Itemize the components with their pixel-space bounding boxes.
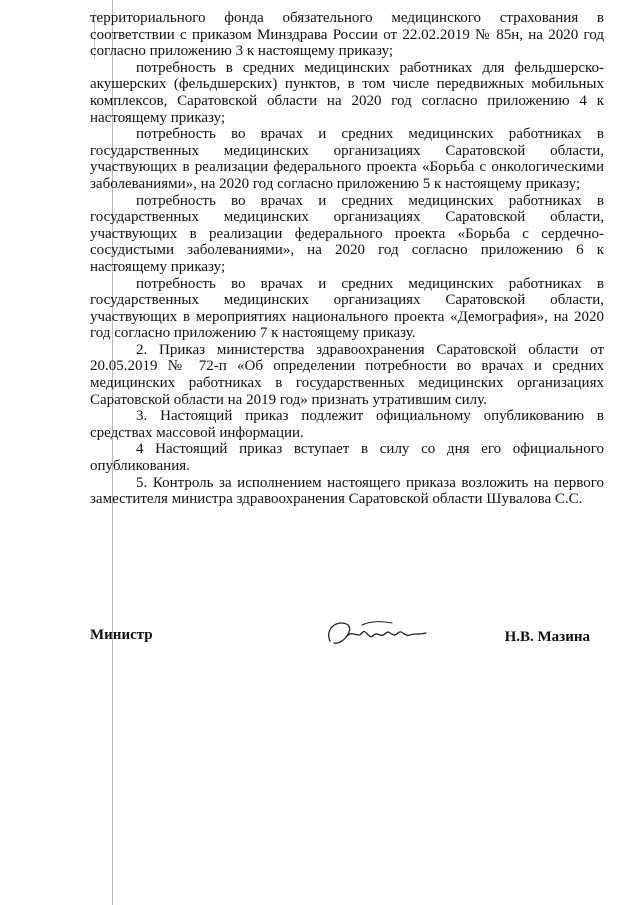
handwritten-signature [322, 615, 432, 655]
paragraph-7: 3. Настоящий приказ подлежит официальному опубликованию в средствах массовой информации. [90, 408, 604, 441]
signature-block [90, 623, 590, 663]
paragraph-5: потребность во врачах и средних медицинских работниках в государственных медицинских организациях Саратовской области, участвующих в мероприятиях национального проекта «Демография», на 2020 год согласно приложению 7 к настоящему приказу. [90, 275, 604, 342]
paragraph-8: 4 Настоящий приказ вступает в силу со дня его официального опубликования. [90, 441, 604, 475]
paragraph-3: потребность во врачах и средних медицинских работниках в государственных медицинских организациях Саратовской области, участвующих в реализации федерального проекта «Борьба с онкологическими заболеваниями», на 2020 год согласно приложению 5 к настоящему приказу; [90, 126, 604, 192]
signatory-name: Н.В. Мазина [504, 629, 590, 645]
paragraph-9: 5. Контроль за исполнением настоящего приказа возложить на первого заместителя министра здравоохранения Саратовской области Шувалова С.С. [90, 474, 604, 508]
paragraph-1: территориального фонда обязательного медицинского страхования в соответствии с приказом Минздрава России от 22.02.2019 № 85н, на 2020 год согласно приложению 3 к настоящему приказу; [90, 10, 604, 60]
document-body [90, 10, 604, 508]
paragraph-6: 2. Приказ министерства здравоохранения Саратовской области от 20.05.2019 № 72-п «Об определении потребности во врачах и средних медицинских работниках в государственных медицинских организациях Саратовской области на 2019 год» признать утратившим силу. [90, 341, 604, 408]
signatory-title: Министр [90, 627, 153, 643]
paragraph-4: потребность во врачах и средних медицинских работниках в государственных медицинских организациях Саратовской области, участвующих в реализации федерального проекта «Борьба с сердечно-сосудистыми заболеваниями», на 2020 год согласно приложению 6 к настоящему приказу; [90, 192, 604, 275]
paragraph-2: потребность в средних медицинских работниках для фельдшерско-акушерских (фельдшерских) пунктов, в том числе передвижных мобильных комплексов, Саратовской области на 2020 год согласно приложению 4 к настоящему приказу; [90, 59, 604, 126]
